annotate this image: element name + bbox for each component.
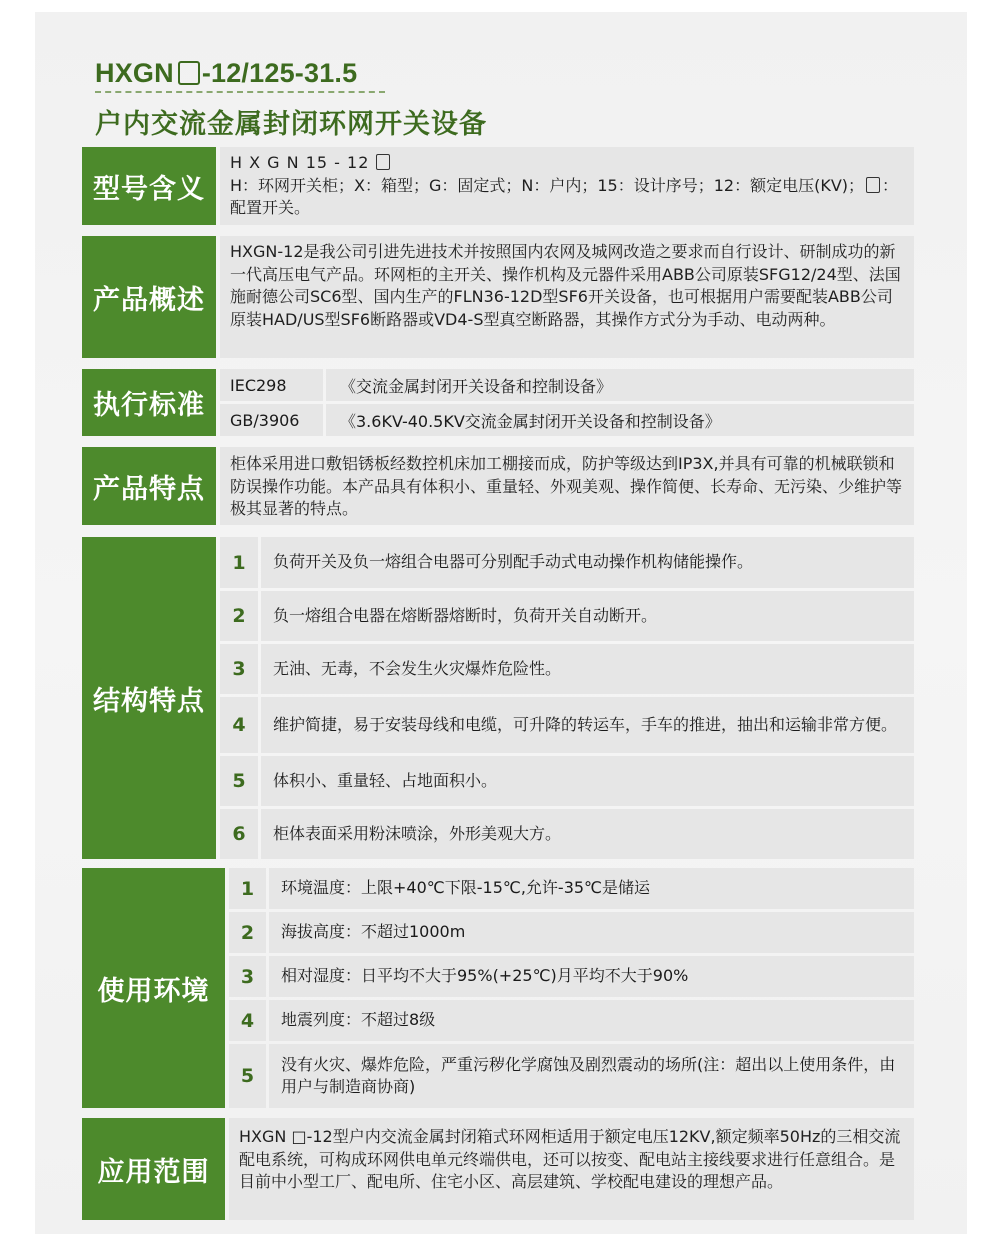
section-environment [82,868,914,1108]
section-standards [82,369,914,436]
section-label: 使用环境 [82,868,225,1108]
section-label: 产品特点 [82,447,216,525]
section-label: 结构特点 [82,537,216,859]
item-number: 1 [229,868,266,909]
list-item [229,956,914,997]
config-box-icon [178,61,200,85]
item-text: 相对湿度：日平均不大于95%(+25℃)月平均不大于90% [269,956,914,997]
model-explanation-end: ：配置开关。 [230,175,899,217]
overview-text: HXGN-12是我公司引进先进技术并按照国内农网及城网改造之要求而自行设计、研制成功的新一代高压电气产品。环网柜的主开关、操作机构及元器件采用ABB公司原装SFG12/24型、法国施耐德公司SC6型、国内生产的FLN36-12D型SF6开关设备，也可根据用户需要配装ABB公司原装HAD/US型SF6断路器或VD4-S型真空断路器，其操作方式分为手动、电动两种。 [220,236,914,358]
section-structure [82,537,914,859]
list-item [220,809,914,859]
list-item [229,868,914,909]
item-text: 环境温度：上限+40℃下限-15℃,允许-35℃是储运 [269,868,914,909]
list-item [229,1044,914,1108]
list-item [229,912,914,953]
item-number: 4 [229,1000,266,1041]
item-text: 无油、无毒，不会发生火灾爆炸危险性。 [261,644,914,694]
standard-name: 《3.6KV-40.5KV交流金属封闭开关设备和控制设备》 [326,404,914,436]
model-code: H X G N 15 - 12 [230,153,370,172]
standard-code: IEC298 [220,369,323,401]
section-label: 产品概述 [82,236,216,358]
structure-list [220,537,914,859]
item-number: 3 [229,956,266,997]
item-number: 1 [220,537,258,588]
section-model-meaning [82,147,914,225]
item-text: 地震列度：不超过8级 [269,1000,914,1041]
list-item [229,1000,914,1041]
model-prefix: HXGN [95,57,174,88]
environment-list [229,868,914,1108]
list-item [220,644,914,694]
standard-row [220,404,914,436]
model-code-line [230,152,904,175]
section-label: 型号含义 [82,147,216,225]
list-item [220,537,914,588]
standard-row [220,369,914,401]
list-item [220,756,914,806]
item-number: 2 [229,912,266,953]
config-box-icon [866,177,880,193]
item-text: 体积小、重量轻、占地面积小。 [261,756,914,806]
model-explanation-text: H：环网开关柜；X：箱型；G：固定式；N：户内；15：设计序号；12：额定电压(KV)； [230,175,865,195]
config-box-icon [376,154,390,170]
item-text: 负荷开关及负一熔组合电器可分别配手动式电动操作机构储能操作。 [261,537,914,588]
model-number-title [95,55,357,91]
section-label: 执行标准 [82,369,216,436]
item-text: 柜体表面采用粉沫喷涂，外形美观大方。 [261,809,914,859]
features-text: 柜体采用进口敷铝锈板经数控机床加工棚接而成，防护等级达到IP3X,并具有可靠的机械联锁和防误操作功能。本产品具有体积小、重量轻、外观美观、操作简便、长寿命、无污染、少维护等极其显著的特点。 [220,447,914,525]
model-explanation [230,175,904,220]
item-text: 维护简捷，易于安装母线和电缆，可升降的转运车，手车的推进，抽出和运输非常方便。 [261,697,914,753]
list-item [220,591,914,641]
item-number: 3 [220,644,258,694]
list-item [220,697,914,753]
item-number: 5 [229,1044,266,1108]
section-label: 应用范围 [82,1118,225,1220]
standard-name: 《交流金属封闭开关设备和控制设备》 [326,369,914,401]
application-text: HXGN □-12型户内交流金属封闭箱式环网柜适用于额定电压12KV,额定频率50Hz的三相交流配电系统，可构成环网供电单元终端供电，还可以按变、配电站主接线要求进行任意组合。是目前中小型工厂、配电所、住宅小区、高层建筑、学校配电建设的理想产品。 [229,1118,914,1220]
section-overview [82,236,914,358]
section-application [82,1118,914,1220]
product-name-title: 户内交流金属封闭环网开关设备 [95,109,487,140]
item-text: 海拔高度：不超过1000m [269,912,914,953]
section-features [82,447,914,525]
item-text: 没有火灾、爆炸危险，严重污秽化学腐蚀及剧烈震动的场所(注：超出以上使用条件，由用户与制造商协商) [269,1044,914,1108]
item-number: 4 [220,697,258,753]
item-number: 5 [220,756,258,806]
section-content [220,147,914,225]
model-suffix: -12/125-31.5 [201,57,358,88]
item-text: 负一熔组合电器在熔断器熔断时，负荷开关自动断开。 [261,591,914,641]
title-divider [95,91,385,93]
item-number: 2 [220,591,258,641]
item-number: 6 [220,809,258,859]
standards-table [220,369,914,436]
standard-code: GB/3906 [220,404,323,436]
